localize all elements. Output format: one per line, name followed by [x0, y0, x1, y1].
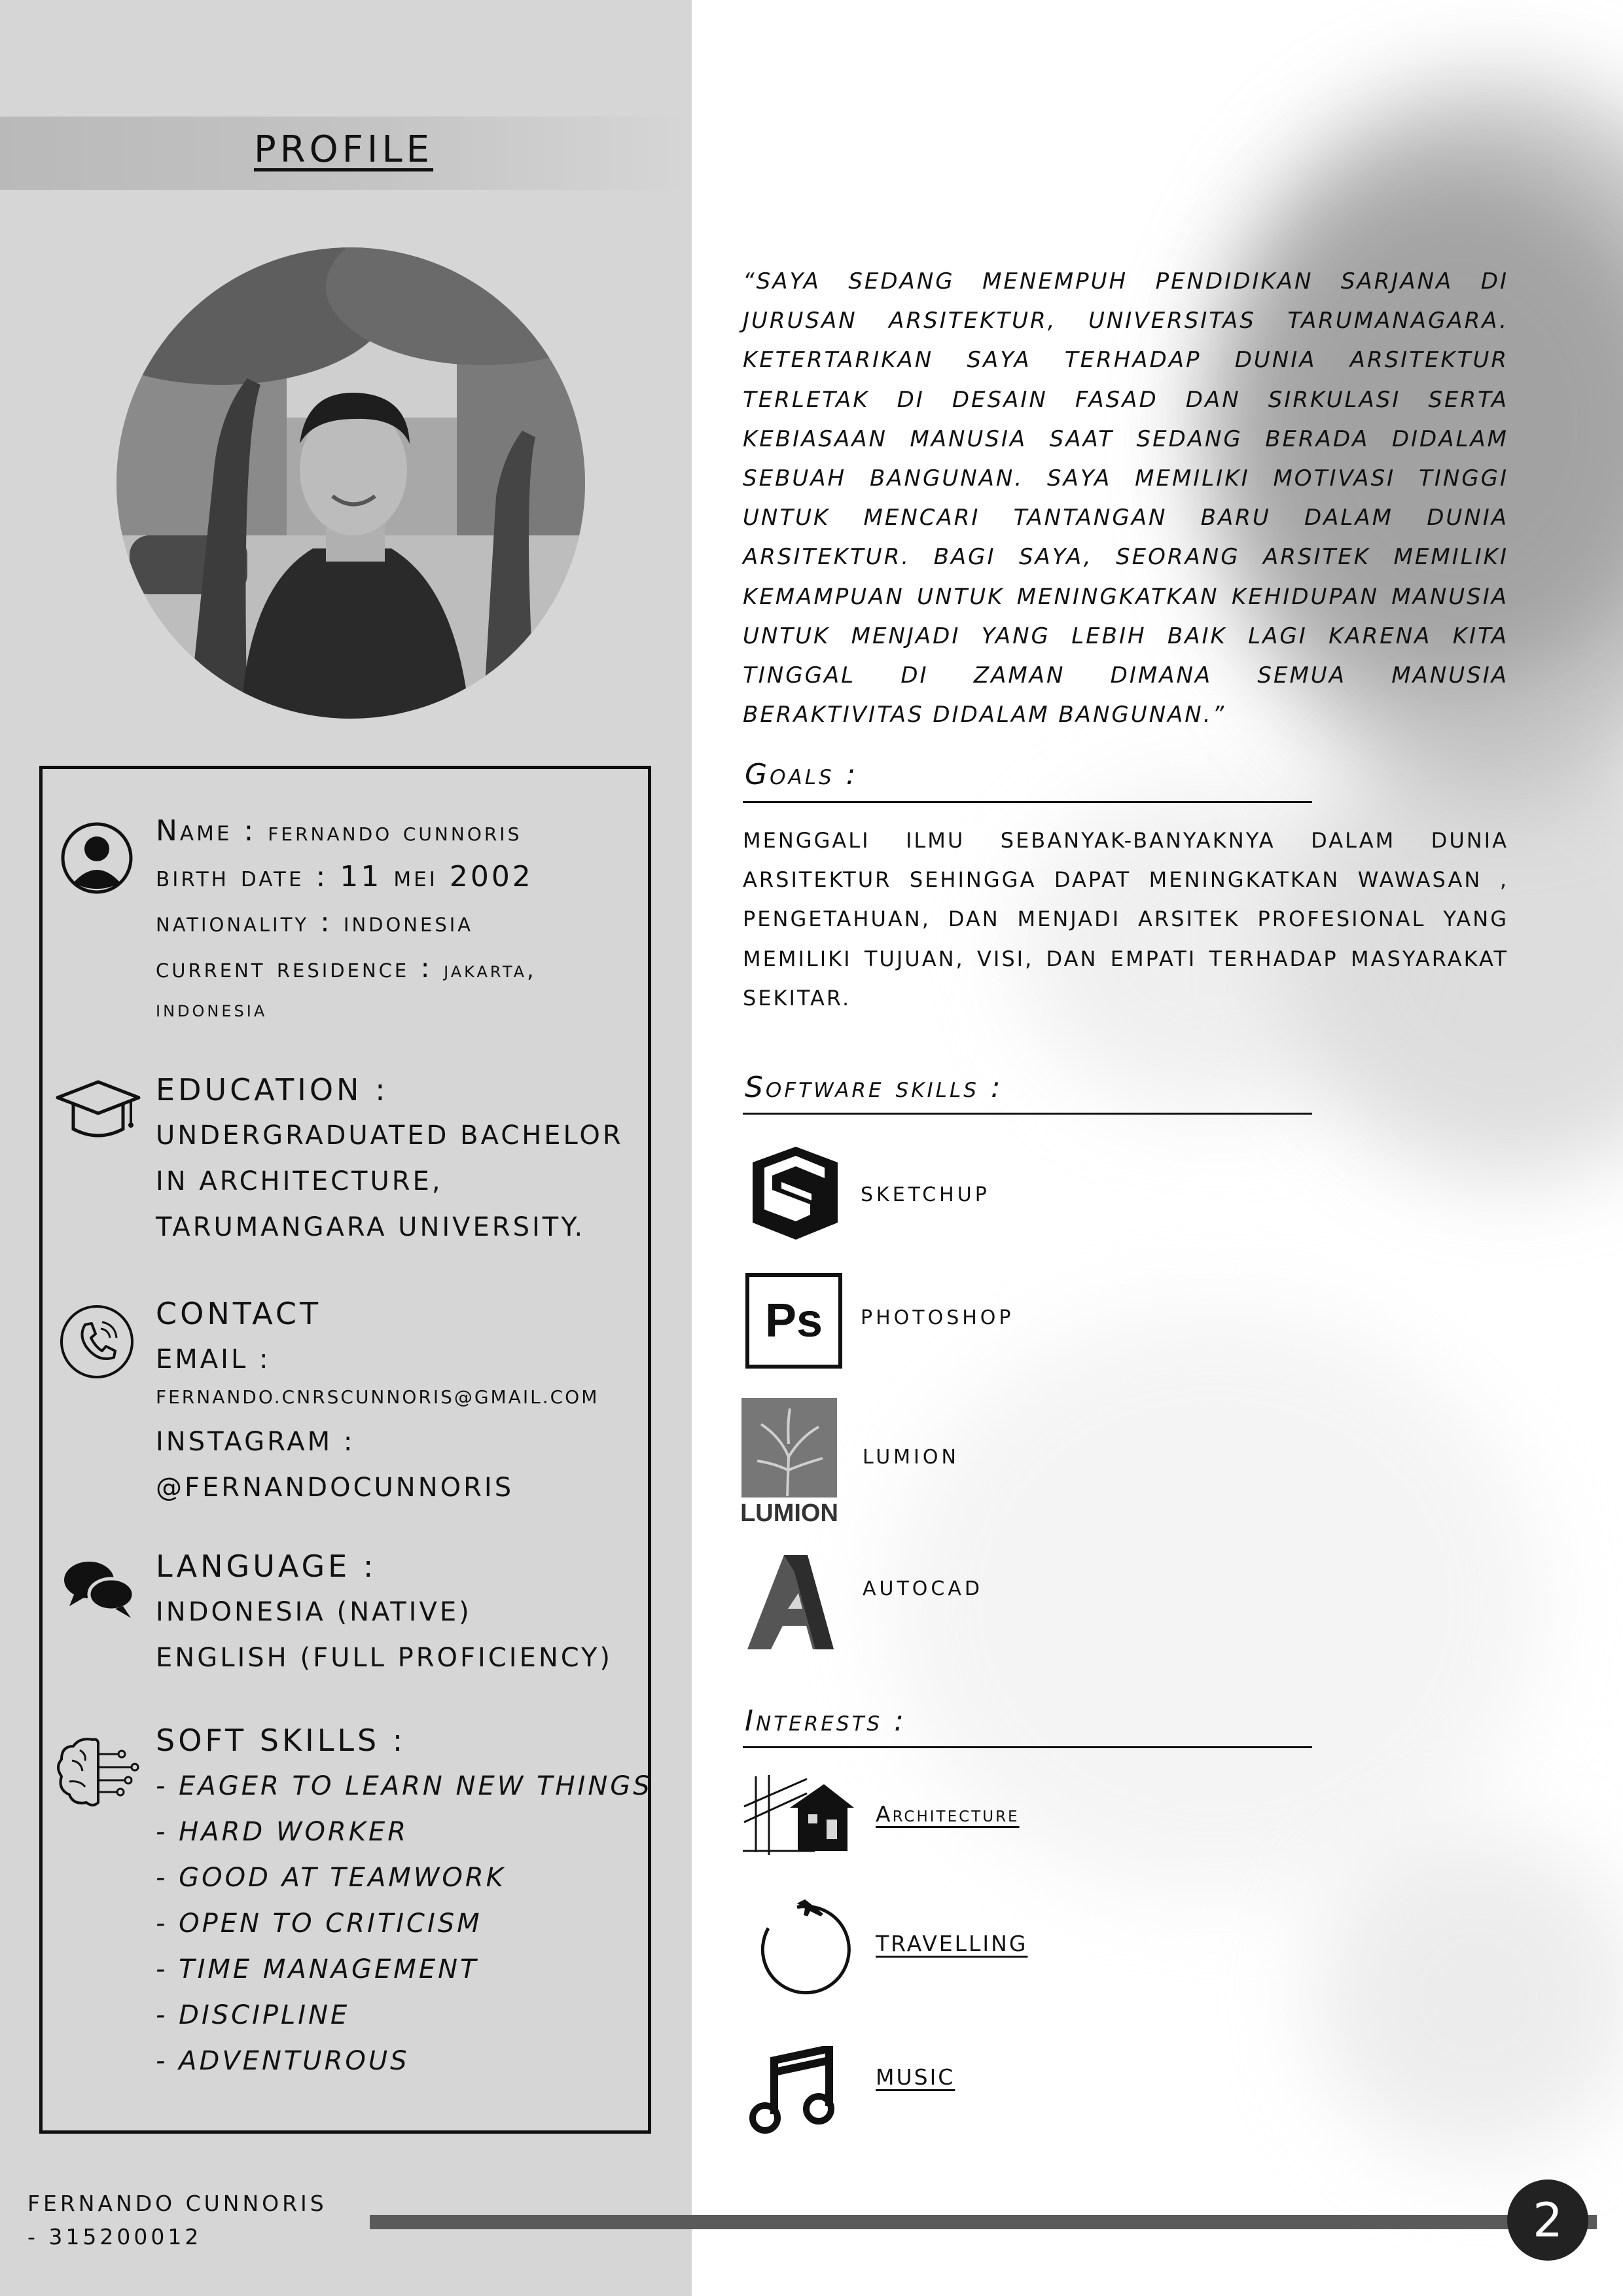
interests-title: [745, 1704, 906, 1738]
graduation-cap-icon: [54, 1077, 143, 1145]
soft-skill-item: - ADVENTUROUS: [156, 2046, 410, 2076]
instagram-label: INSTAGRAM :: [156, 1427, 355, 1457]
soft-skills-title: SOFT SKILLS :: [156, 1723, 406, 1758]
nationality-value: indonesia: [343, 906, 474, 938]
interest-item-travelling: TRAVELLING: [876, 1931, 1028, 1956]
page-number: 2: [1507, 2179, 1588, 2261]
lumion-icon: [741, 1398, 840, 1528]
language-line-2: ENGLISH (FULL PROFICIENCY): [156, 1643, 613, 1673]
footer-name: FERNANDO CUNNORIS: [27, 2191, 327, 2216]
user-icon: [60, 821, 134, 897]
software-title: [745, 1071, 1003, 1104]
footer-bar: [370, 2215, 1597, 2229]
education-line-3: TARUMANGARA UNIVERSITY.: [156, 1212, 586, 1242]
education-line-2: IN ARCHITECTURE,: [156, 1166, 443, 1196]
software-item-sketchup: SKETCHUP: [861, 1183, 990, 1206]
name-value: fernando cunnoris: [268, 817, 522, 847]
airplane-circle-icon: [758, 1894, 860, 2001]
software-title-text: Software skills :: [745, 1071, 1003, 1104]
footer-id: - 315200012: [27, 2224, 202, 2250]
soft-skill-item: - GOOD AT TEAMWORK: [156, 1863, 506, 1893]
goals-title: [745, 758, 858, 791]
residence-value-2: indonesia: [156, 996, 268, 1022]
lumion-wordmark: LUMION: [741, 1499, 838, 1525]
email-label: EMAIL :: [156, 1344, 271, 1374]
name-row: [156, 814, 522, 848]
goals-title-text: Goals :: [745, 758, 859, 791]
profile-quote: “SAYA SEDANG MENEMPUH PENDIDIKAN SARJANA DI JURUSAN ARSITEKTUR, UNIVERSITAS TARUMANAGARA. KETERTARIKAN SAYA TERHADAP DUNIA ARSITEKTUR TERLETAK DI DESAIN FASAD DAN SIRKULASI SERTA KEBIASAAN MANUSIA SAAT SEDANG BERADA DIDALAM SEBUAH BANGUNAN. SAYA MEMILIKI MOTIVASI TINGGI UNTUK MENCARI TANTANGAN BARU DALAM DUNIA ARSITEKTUR. BAGI SAYA, SEORANG ARSITEK MEMILIKI KEMAMPUAN UNTUK MENINGKATKAN KEHIDUPAN MANUSIA UNTUK MENJADI YANG LEBIH BAIK LAGI KARENA KITA TINGGAL DI ZAMAN DIMANA SEMUA MANUSIA BERAKTIVITAS DIDALAM BANGUNAN.”: [743, 268, 1508, 728]
sketchup-icon: [746, 1144, 844, 1246]
birth-label: birth date :: [156, 860, 329, 893]
software-item-lumion: LUMION: [863, 1446, 959, 1469]
soft-skill-item: - OPEN TO CRITICISM: [156, 1909, 482, 1939]
interests-rule: [743, 1746, 1312, 1748]
residence-label: current residence :: [156, 952, 433, 984]
goals-text: MENGGALI ILMU SEBANYAK-BANYAKNYA DALAM DUNIA ARSITEKTUR SEHINGGA DAPAT MENINGKATKAN WAWASAN , PENGETAHUAN, DAN MENJADI ARSITEK PROFESIONAL YANG MEMILIKI TUJUAN, VISI, DAN EMPATI TERHADAP MASYARAKAT SEKITAR.: [743, 828, 1508, 1011]
photoshop-glyph: Ps: [764, 1295, 823, 1347]
birth-row: [156, 860, 533, 893]
language-line-1: INDONESIA (NATIVE): [156, 1597, 472, 1627]
education-title: EDUCATION :: [156, 1072, 389, 1107]
education-line-1: UNDERGRADUATED BACHELOR: [156, 1121, 624, 1151]
autocad-icon: [745, 1552, 836, 1655]
email-value[interactable]: FERNANDO.CNRSCUNNORIS@GMAIL.COM: [156, 1386, 599, 1408]
music-note-icon: [749, 2046, 834, 2140]
profile-photo-art: [116, 247, 585, 719]
language-title: LANGUAGE :: [156, 1549, 377, 1584]
soft-skill-item: - EAGER TO LEARN NEW THINGS: [156, 1771, 652, 1801]
software-rule: [743, 1113, 1312, 1115]
nationality-label: nationality :: [156, 906, 332, 938]
residence-row: [156, 952, 537, 984]
residence-value-1: jakarta,: [444, 957, 537, 983]
goals-rule: [743, 801, 1312, 803]
profile-photo: [116, 247, 585, 719]
chat-bubbles-icon: [63, 1558, 136, 1623]
contact-title: CONTACT: [156, 1296, 322, 1331]
architecture-icon: [743, 1774, 855, 1857]
brain-circuit-icon: [54, 1734, 145, 1813]
soft-skill-item: - TIME MANAGEMENT: [156, 1954, 479, 1984]
name-label: Name :: [156, 814, 257, 848]
photoshop-icon: [745, 1272, 843, 1372]
birth-value: 11 mei 2002: [340, 860, 533, 893]
phone-icon: [59, 1304, 135, 1382]
software-item-autocad: AUTOCAD: [863, 1577, 983, 1600]
interests-title-text: Interests :: [745, 1704, 906, 1738]
software-item-photoshop: PHOTOSHOP: [861, 1306, 1014, 1329]
soft-skill-item: - HARD WORKER: [156, 1817, 409, 1847]
soft-skill-item: - DISCIPLINE: [156, 2000, 350, 2030]
instagram-value[interactable]: @FERNANDOCUNNORIS: [156, 1473, 514, 1503]
nationality-row: [156, 906, 473, 938]
interest-item-architecture: Architecture: [876, 1801, 1020, 1827]
interest-item-music: MUSIC: [876, 2064, 955, 2090]
profile-title: PROFILE: [253, 128, 434, 171]
